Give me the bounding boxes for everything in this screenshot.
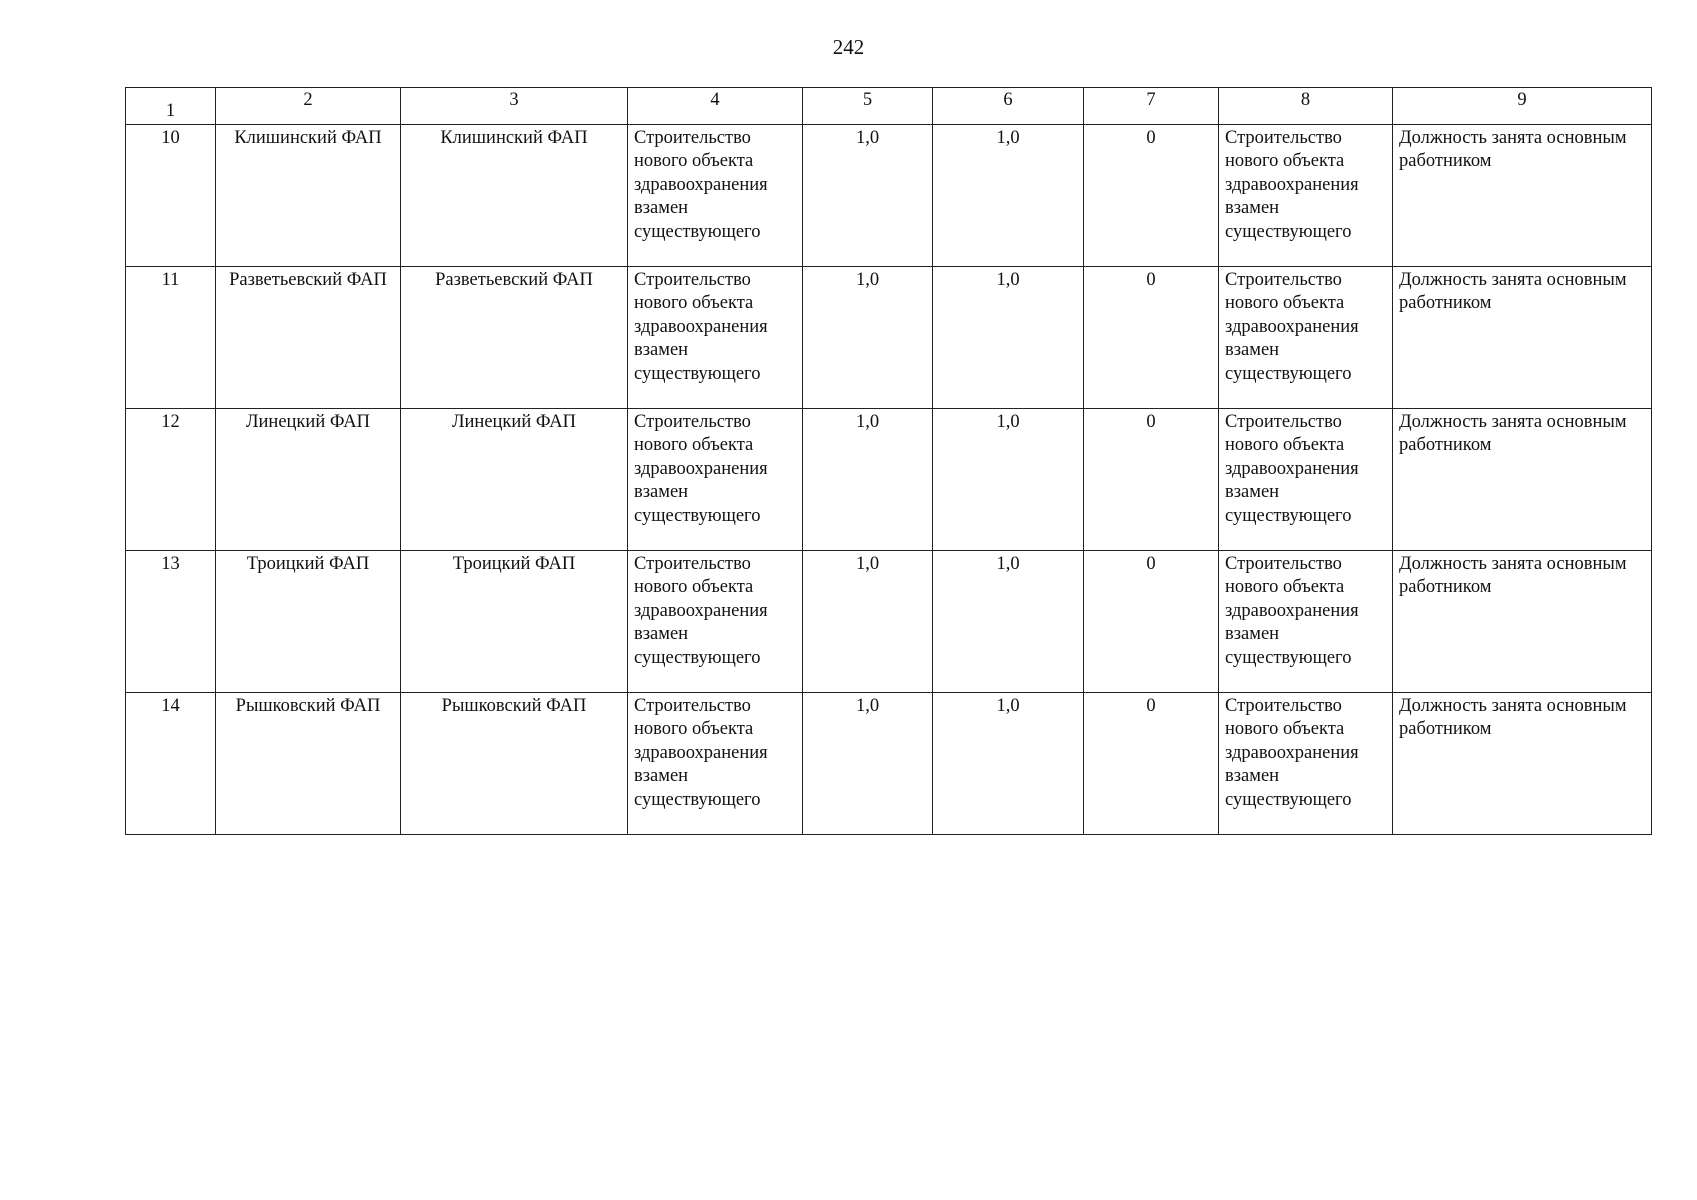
facility-name-cell: Линецкий ФАП — [216, 409, 401, 551]
table-row — [126, 409, 1652, 551]
status-cell: Должность занята основным работником — [1393, 267, 1652, 409]
facility-name-cell: Троицкий ФАП — [401, 551, 628, 693]
action-cell: Строительство нового объекта здравоохранения взамен существующего — [628, 267, 803, 409]
table-row — [126, 551, 1652, 693]
facility-name-cell: Троицкий ФАП — [216, 551, 401, 693]
column-header: 3 — [401, 88, 628, 125]
value-cell: 1,0 — [933, 693, 1084, 835]
column-header: 1 — [126, 88, 216, 125]
value-cell: 1,0 — [933, 551, 1084, 693]
column-header: 5 — [803, 88, 933, 125]
value-cell: 1,0 — [933, 125, 1084, 267]
row-number-cell: 12 — [126, 409, 216, 551]
status-cell: Должность занята основным работником — [1393, 693, 1652, 835]
data-table — [125, 87, 1652, 835]
column-header: 4 — [628, 88, 803, 125]
facility-name-cell: Клишинский ФАП — [401, 125, 628, 267]
facility-name-cell: Линецкий ФАП — [401, 409, 628, 551]
status-cell: Должность занята основным работником — [1393, 125, 1652, 267]
facility-name-cell: Клишинский ФАП — [216, 125, 401, 267]
row-number-cell: 11 — [126, 267, 216, 409]
value-cell: 1,0 — [933, 409, 1084, 551]
action-cell: Строительство нового объекта здравоохранения взамен существующего — [1219, 693, 1393, 835]
action-cell: Строительство нового объекта здравоохранения взамен существующего — [1219, 267, 1393, 409]
column-header: 7 — [1084, 88, 1219, 125]
table-row — [126, 267, 1652, 409]
action-cell: Строительство нового объекта здравоохранения взамен существующего — [1219, 125, 1393, 267]
column-header: 6 — [933, 88, 1084, 125]
value-cell: 1,0 — [803, 267, 933, 409]
value-cell: 0 — [1084, 551, 1219, 693]
row-number-cell: 10 — [126, 125, 216, 267]
column-header: 2 — [216, 88, 401, 125]
facility-name-cell: Рышковский ФАП — [216, 693, 401, 835]
value-cell: 1,0 — [803, 409, 933, 551]
action-cell: Строительство нового объекта здравоохранения взамен существующего — [1219, 409, 1393, 551]
value-cell: 0 — [1084, 409, 1219, 551]
row-number-cell: 13 — [126, 551, 216, 693]
value-cell: 0 — [1084, 693, 1219, 835]
table-row — [126, 693, 1652, 835]
value-cell: 1,0 — [933, 267, 1084, 409]
value-cell: 1,0 — [803, 125, 933, 267]
row-number-cell: 14 — [126, 693, 216, 835]
value-cell: 0 — [1084, 125, 1219, 267]
action-cell: Строительство нового объекта здравоохранения взамен существующего — [1219, 551, 1393, 693]
action-cell: Строительство нового объекта здравоохранения взамен существующего — [628, 409, 803, 551]
facility-name-cell: Разветьевский ФАП — [401, 267, 628, 409]
value-cell: 0 — [1084, 267, 1219, 409]
action-cell: Строительство нового объекта здравоохранения взамен существующего — [628, 125, 803, 267]
facility-name-cell: Рышковский ФАП — [401, 693, 628, 835]
value-cell: 1,0 — [803, 551, 933, 693]
page-number: 242 — [832, 35, 865, 59]
action-cell: Строительство нового объекта здравоохранения взамен существующего — [628, 551, 803, 693]
header-row — [126, 88, 1652, 125]
facility-name-cell: Разветьевский ФАП — [216, 267, 401, 409]
table-row — [126, 125, 1652, 267]
status-cell: Должность занята основным работником — [1393, 551, 1652, 693]
status-cell: Должность занята основным работником — [1393, 409, 1652, 551]
column-header: 8 — [1219, 88, 1393, 125]
value-cell: 1,0 — [803, 693, 933, 835]
action-cell: Строительство нового объекта здравоохранения взамен существующего — [628, 693, 803, 835]
column-header: 9 — [1393, 88, 1652, 125]
